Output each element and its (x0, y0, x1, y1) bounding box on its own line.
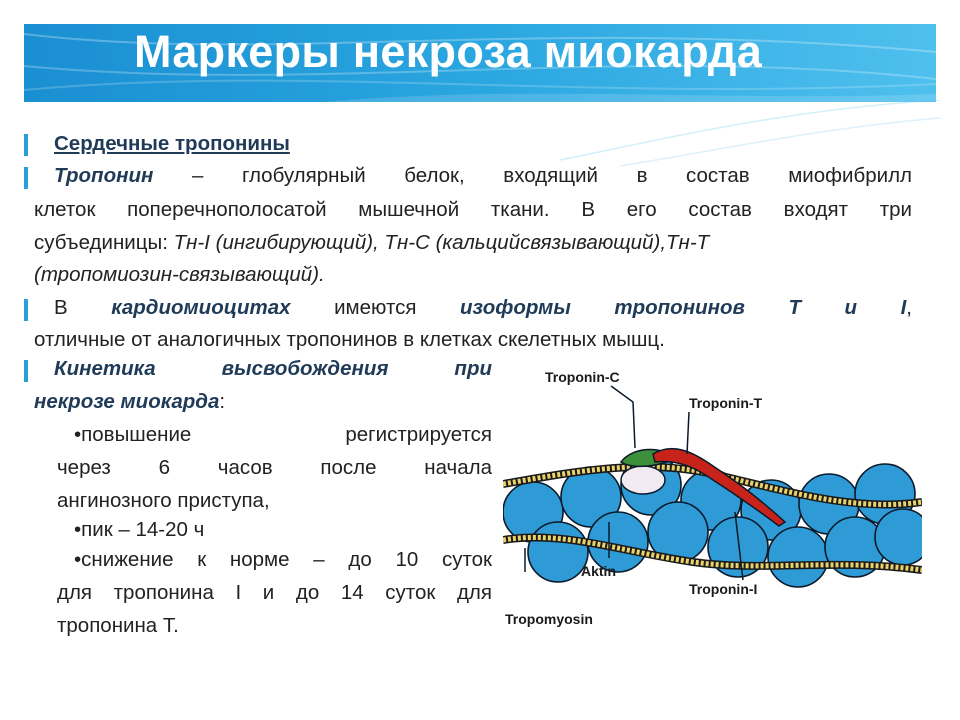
paragraph1-line3-a: субъединицы: (34, 231, 174, 254)
paragraph2-line1 (54, 296, 912, 320)
kinetics-heading-line1: Кинетика высвобождения при (54, 357, 492, 380)
p2-text-b: имеются (290, 296, 461, 319)
label-troponin-i: Troponin-I (689, 581, 758, 597)
paragraph1-line2: клеток поперечнополосатой мышечной ткани. В его состав входят три (34, 198, 912, 221)
bullet-bar (24, 134, 28, 156)
label-troponin-t: Troponin-T (689, 395, 763, 411)
kinetics-heading-line2 (34, 390, 225, 414)
paragraph1-line1-text: – глобулярный белок, входящий в состав миофибрилл (153, 164, 912, 187)
p2-text-a: В (54, 296, 112, 319)
term-isoforms: изоформы тропонинов Т и I (460, 296, 907, 319)
troponin-diagram-svg (503, 362, 922, 634)
paragraph1-line4: (тропомиозин-связывающий). (34, 263, 325, 286)
troponin-diagram (503, 362, 922, 634)
p2-text-c: , (906, 296, 912, 319)
bullet1-line3: ангинозного приступа, (57, 489, 270, 512)
paragraph1-line1 (54, 164, 912, 188)
term-cardiomyocytes: кардиомиоцитах (111, 296, 291, 319)
label-tropomyosin: Tropomyosin (505, 611, 593, 627)
paragraph1-line3 (34, 231, 709, 255)
label-aktin: Aktin (581, 563, 616, 579)
bullet1-line2: через 6 часов после начала (57, 456, 492, 479)
troponin-i-shape (621, 466, 665, 494)
bullet3-line1: •снижение к норме – до 10 суток (74, 548, 492, 571)
bullet1-line1: •повышение регистрируется (74, 423, 492, 446)
bullet-bar (24, 299, 28, 321)
kinetics-colon: : (219, 390, 226, 413)
bullet-bar (24, 167, 28, 189)
kinetics-heading-text: некрозе миокарда (34, 390, 220, 413)
section-heading: Сердечные тропонины (54, 132, 290, 155)
bullet3-line2: для тропонина I и до 14 суток для (57, 581, 492, 604)
paragraph2-line2: отличные от аналогичных тропонинов в клетках скелетных мышц. (34, 328, 665, 351)
label-troponin-c: Troponin-C (545, 369, 620, 385)
paragraph1-line3-b: Тн-I (ингибирующий), Тн-C (кальцийсвязывающий),Тн-T (173, 231, 710, 254)
page-title: Маркеры некроза миокарда (134, 26, 763, 77)
bullet-bar (24, 360, 28, 382)
bullet2-line1: •пик – 14-20 ч (74, 518, 205, 541)
bullet3-line3: тропонина Т. (57, 614, 179, 637)
term-troponin: Тропонин (54, 164, 154, 187)
